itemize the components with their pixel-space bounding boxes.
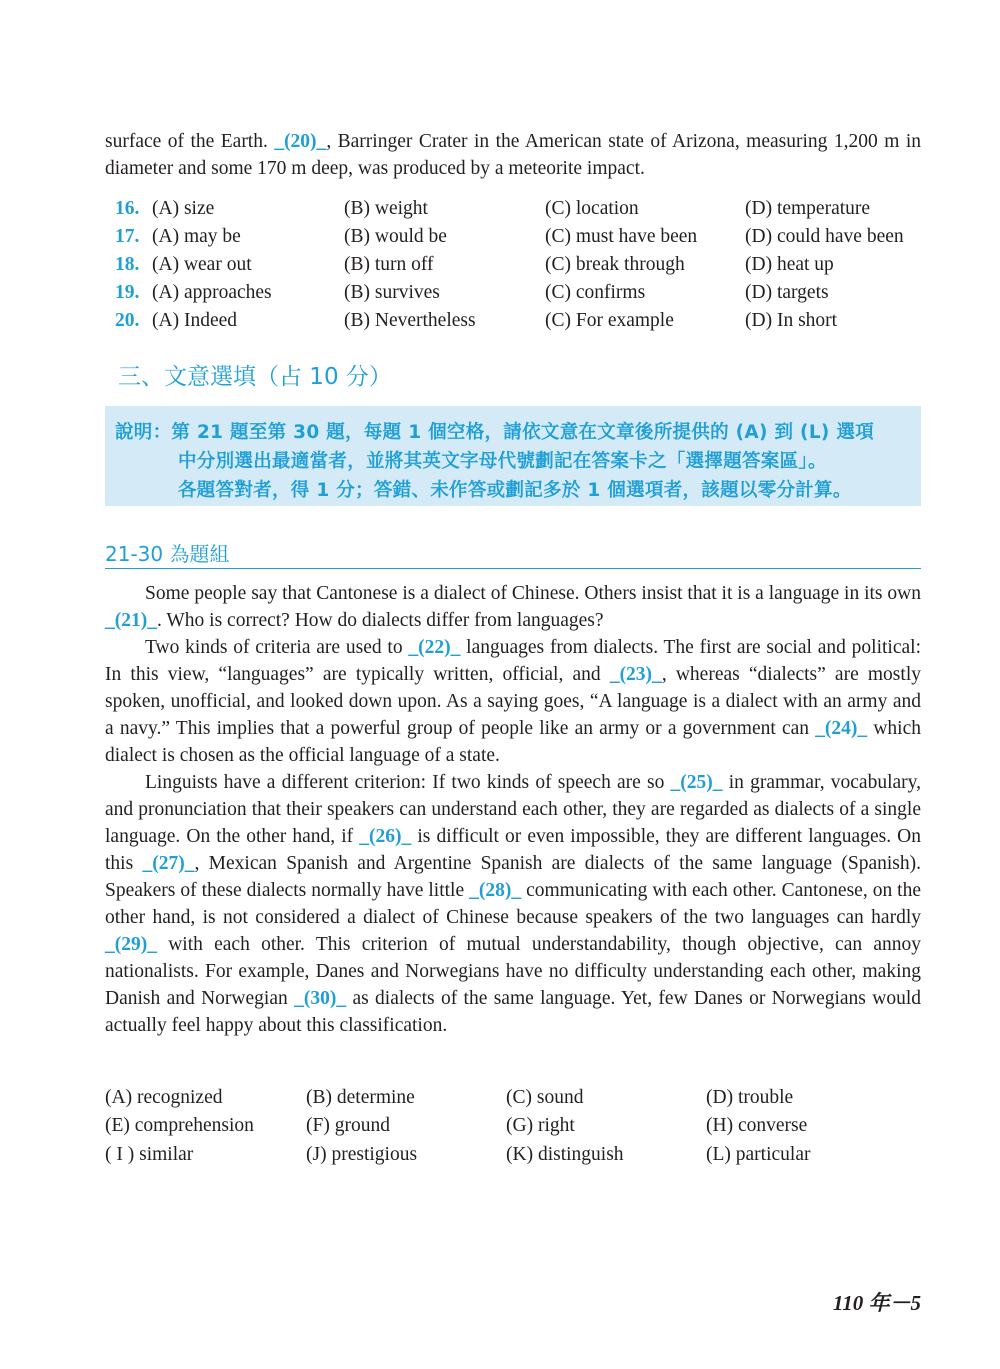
option-d: (D) temperature [745, 198, 871, 219]
question-number: 16. [115, 198, 140, 219]
passage-text: with each other. This criterion of mutual understandability, though objective, can annoy nationalists. For example, Danes and Norwegians have no difficulty understanding each other, making Danish and Norwegian [105, 934, 921, 1009]
passage-text: , whereas “dialects” are mostly spoken, unofficial, and looked down upon. As a saying goes, “A language is a dialect with an army and a navy.” This implies that a powerful group of people like an army or a government can [105, 664, 921, 739]
instruction-box [105, 406, 921, 506]
option-d: (D) heat up [745, 254, 834, 275]
page-number: 110 年－5 [832, 1291, 921, 1315]
word-bank-option: (D) trouble [706, 1087, 794, 1108]
word-bank-row [0, 1112, 1000, 1140]
option-b: (B) Nevertheless [344, 310, 476, 331]
blank-24: _(24)_ [815, 718, 868, 739]
option-a: (A) size [152, 198, 215, 219]
option-c: (C) location [545, 198, 639, 219]
intro-text-2: , Barringer Crater in the American state of Arizona, measuring 1,200 m in diameter and some 170 m deep, was produced by a meteorite impact. [105, 131, 921, 179]
word-bank-option: (J) prestigious [306, 1144, 418, 1165]
group-label: 21-30 為題組 [105, 542, 230, 566]
blank-21: _(21)_ [105, 610, 157, 631]
option-c: (C) For example [545, 310, 674, 331]
passage-text: communicating with each other. Cantonese, on the other hand, is not considered a dialect of Chinese because speakers of the two languages can hardly [105, 880, 922, 928]
word-bank-option: (E) comprehension [105, 1115, 254, 1136]
group-label-underline [105, 568, 921, 569]
passage-text: languages from dialects. The first are social and political: In this view, “languages” are typically written, official, and [105, 637, 921, 685]
passage-paragraph-3 [105, 769, 921, 1039]
intro-paragraph [105, 128, 921, 182]
passage-text: . Who is correct? How do dialects differ from languages? [157, 610, 604, 631]
word-bank-option: (G) right [506, 1115, 575, 1136]
option-b: (B) survives [344, 282, 440, 303]
option-b: (B) turn off [344, 254, 434, 275]
word-bank-option: (C) sound [506, 1087, 584, 1108]
option-d: (D) targets [745, 282, 829, 303]
option-a: (A) wear out [152, 254, 252, 275]
word-bank-row [0, 1141, 1000, 1169]
option-a: (A) approaches [152, 282, 272, 303]
word-bank-option: ( I ) similar [105, 1144, 194, 1165]
question-number: 18. [115, 254, 140, 275]
passage-text: Some people say that Cantonese is a dialect of Chinese. Others insist that it is a language in its own [145, 583, 921, 604]
blank-22: _(22)_ [408, 637, 461, 658]
word-bank-option: (K) distinguish [506, 1144, 624, 1165]
word-bank-option: (A) recognized [105, 1087, 223, 1108]
option-d: (D) could have been [745, 226, 904, 247]
option-a: (A) may be [152, 226, 241, 247]
option-d: (D) In short [745, 310, 838, 331]
passage-text: is difficult or even impossible, they are different languages. On this [105, 826, 922, 874]
option-a: (A) Indeed [152, 310, 237, 331]
blank-28: _(28)_ [469, 880, 522, 901]
question-row [0, 251, 1000, 279]
passage-paragraph-2 [105, 634, 921, 769]
passage-text: as dialects of the same language. Yet, few Danes or Norwegians would actually feel happy about this classification. [105, 988, 921, 1036]
passage-text: which dialect is chosen as the official language of a state. [105, 718, 921, 766]
blank-20: _(20)_ [274, 131, 327, 152]
option-b: (B) would be [344, 226, 447, 247]
blank-26: _(26)_ [359, 826, 412, 847]
passage-text: , Mexican Spanish and Argentine Spanish are dialects of the same language (Spanish). Speakers of these dialects normally have little [105, 853, 921, 901]
passage-text: Two kinds of criteria are used to [145, 637, 409, 658]
blank-23: _(23)_ [609, 664, 662, 685]
section-heading: 三、文意選填（占 10 分） [118, 364, 392, 390]
option-c: (C) must have been [545, 226, 698, 247]
option-c: (C) break through [545, 254, 685, 275]
option-b: (B) weight [344, 198, 428, 219]
question-row [0, 223, 1000, 251]
blank-27: _(27)_ [142, 853, 195, 874]
word-bank-option: (H) converse [706, 1115, 808, 1136]
blank-30: _(30)_ [294, 988, 347, 1009]
question-number: 20. [115, 310, 140, 331]
question-row [0, 195, 1000, 223]
question-row [0, 279, 1000, 307]
word-bank-option: (L) particular [706, 1144, 811, 1165]
question-number: 19. [115, 282, 140, 303]
instruction-line: 中分別選出最適當者，並將其英文字母代號劃記在答案卡之「選擇題答案區」。 [178, 451, 827, 472]
question-number: 17. [115, 226, 140, 247]
word-bank-option: (B) determine [306, 1087, 415, 1108]
question-row [0, 307, 1000, 335]
blank-29: _(29)_ [105, 934, 157, 955]
instruction-line: 各題答對者，得 1 分；答錯、未作答或劃記多於 1 個選項者，該題以零分計算。 [178, 480, 852, 501]
word-bank-row [0, 1084, 1000, 1112]
blank-25: _(25)_ [670, 772, 723, 793]
intro-text-1: surface of the Earth. [105, 131, 275, 152]
passage-paragraph-1 [105, 580, 921, 634]
option-c: (C) confirms [545, 282, 646, 303]
passage-text: Linguists have a different criterion: If two kinds of speech are so [145, 772, 671, 793]
word-bank-option: (F) ground [306, 1115, 390, 1136]
passage-text: in grammar, vocabulary, and pronunciation that their speakers can understand each other, they are regarded as dialects of a single language. On the other hand, if [105, 772, 922, 847]
instruction-line: 說明：第 21 題至第 30 題，每題 1 個空格，請依文意在文章後所提供的 (A) 到 (L) 選項 [115, 422, 874, 443]
